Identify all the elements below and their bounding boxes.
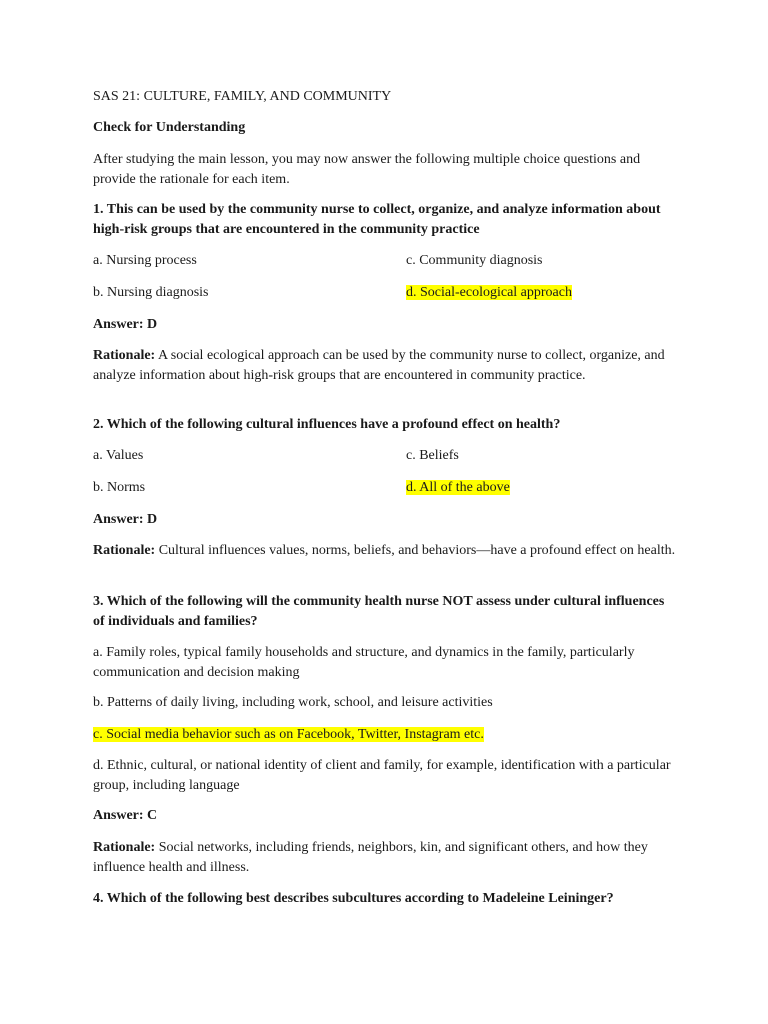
question-3-rationale: Rationale: Social networks, including friends, neighbors, kin, and significant others, and how they influence health and illness. — [93, 840, 648, 875]
question-2-option-b: b. Norms — [93, 480, 146, 495]
question-2-answer: Answer: D — [93, 512, 158, 527]
question-3-option-c-highlighted: c. Social media behavior such as on Facebook, Twitter, Instagram etc. — [93, 727, 484, 742]
question-1-text: 1. This can be used by the community nurse to collect, organize, and analyze information about high-risk groups that are encountered in the community practice — [93, 202, 661, 237]
intro-paragraph: After studying the main lesson, you may now answer the following multiple choice questions and provide the rationale for each item. — [93, 152, 641, 187]
question-3-option-d: d. Ethnic, cultural, or national identity of client and family, for example, identification with a particular group, including language — [93, 758, 671, 793]
question-1-option-d-highlighted: d. Social-ecological approach — [406, 285, 572, 300]
question-1-option-b: b. Nursing diagnosis — [93, 285, 209, 300]
question-2-option-a: a. Values — [93, 448, 144, 463]
question-1-rationale: Rationale: A social ecological approach can be used by the community nurse to collect, organize, and analyze information about high-risk groups that are encountered in community practice. — [93, 348, 665, 383]
document-title: SAS 21: CULTURE, FAMILY, AND COMMUNITY — [93, 89, 392, 104]
question-2-option-c: c. Beliefs — [406, 448, 459, 463]
question-3-answer: Answer: C — [93, 808, 158, 823]
question-1-option-c: c. Community diagnosis — [406, 253, 543, 268]
section-heading: Check for Understanding — [93, 120, 246, 135]
question-3-text: 3. Which of the following will the community health nurse NOT assess under cultural influences of individuals and families? — [93, 594, 665, 629]
question-2-text: 2. Which of the following cultural influences have a profound effect on health? — [93, 417, 561, 432]
question-1-answer: Answer: D — [93, 317, 158, 332]
question-3-option-b: b. Patterns of daily living, including work, school, and leisure activities — [93, 695, 493, 710]
question-1-option-a: a. Nursing process — [93, 253, 197, 268]
question-2-option-d-highlighted: d. All of the above — [406, 480, 510, 495]
question-4-text: 4. Which of the following best describes subcultures according to Madeleine Leininger? — [93, 891, 614, 906]
question-3-option-a: a. Family roles, typical family households and structure, and dynamics in the family, particularly communication and decision making — [93, 645, 635, 680]
question-2-rationale: Rationale: Cultural influences values, norms, beliefs, and behaviors—have a profound effect on health. — [93, 543, 676, 558]
